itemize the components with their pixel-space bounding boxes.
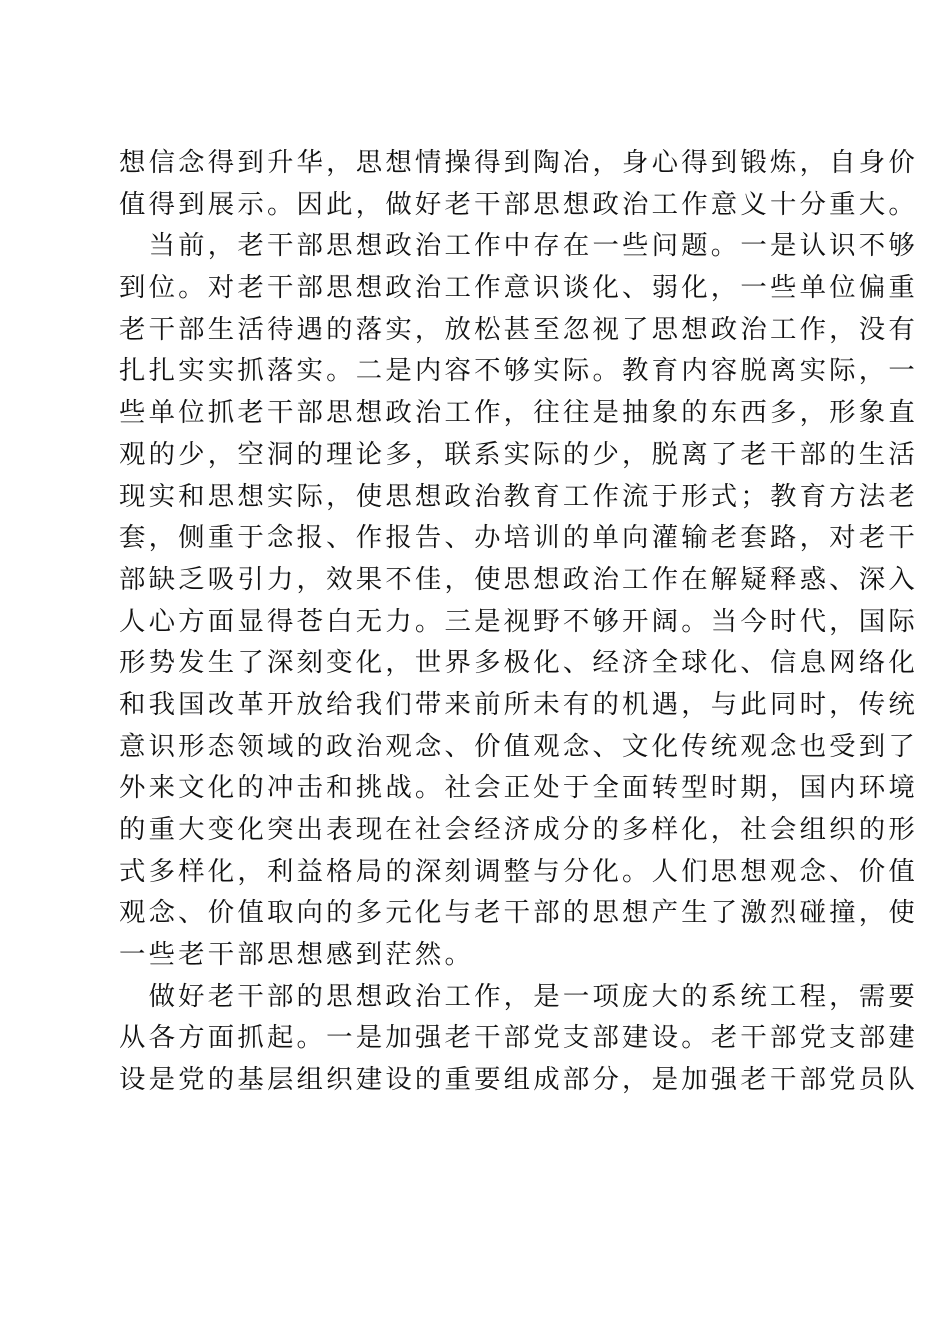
text-line: 扎扎实实抓落实。二是内容不够实际。教育内容脱离实际，一 — [119, 355, 918, 387]
text-line: 设是党的基层组织建设的重要组成部分，是加强老干部党员队 — [119, 1064, 918, 1096]
text-line: 观的少，空洞的理论多，联系实际的少，脱离了老干部的生活 — [119, 438, 918, 470]
text-line: 值得到展示。因此，做好老干部思想政治工作意义十分重大。 — [119, 188, 918, 220]
text-line: 的重大变化突出表现在社会经济成分的多样化，社会组织的形 — [119, 814, 918, 845]
body-text — [119, 142, 918, 1101]
text-line: 和我国改革开放给我们带来前所未有的机遇，与此同时，传统 — [119, 688, 918, 720]
text-line: 形势发生了深刻变化，世界多极化、经济全球化、信息网络化 — [119, 647, 918, 679]
text-line: 老干部生活待遇的落实，放松甚至忽视了思想政治工作，没有 — [119, 313, 918, 345]
text-line: 做好老干部的思想政治工作，是一项庞大的系统工程，需要 — [119, 980, 918, 1012]
text-line: 人心方面显得苍白无力。三是视野不够开阔。当今时代，国际 — [119, 605, 918, 637]
text-line: 一些老干部思想感到茫然。 — [119, 939, 475, 971]
text-line: 想信念得到升华，思想情操得到陶冶，身心得到锻炼，自身价 — [119, 147, 918, 178]
text-line: 外来文化的冲击和挑战。社会正处于全面转型时期，国内环境 — [119, 772, 918, 804]
text-line: 意识形态领域的政治观念、价值观念、文化传统观念也受到了 — [119, 730, 918, 762]
text-line: 当前，老干部思想政治工作中存在一些问题。一是认识不够 — [119, 230, 918, 262]
text-line: 式多样化，利益格局的深刻调整与分化。人们思想观念、价值 — [119, 855, 918, 887]
text-line: 观念、价值取向的多元化与老干部的思想产生了激烈碰撞，使 — [119, 897, 918, 929]
text-line: 套，侧重于念报、作报告、办培训的单向灌输老套路，对老干 — [119, 522, 918, 554]
text-line: 从各方面抓起。一是加强老干部党支部建设。老干部党支部建 — [119, 1022, 918, 1054]
text-line: 到位。对老干部思想政治工作意识谈化、弱化，一些单位偏重 — [119, 272, 918, 304]
text-line: 现实和思想实际，使思想政治教育工作流于形式；教育方法老 — [119, 480, 918, 512]
text-line: 些单位抓老干部思想政治工作，往往是抽象的东西多，形象直 — [119, 397, 918, 429]
text-line: 部缺乏吸引力，效果不佳，使思想政治工作在解疑释惑、深入 — [119, 563, 918, 595]
